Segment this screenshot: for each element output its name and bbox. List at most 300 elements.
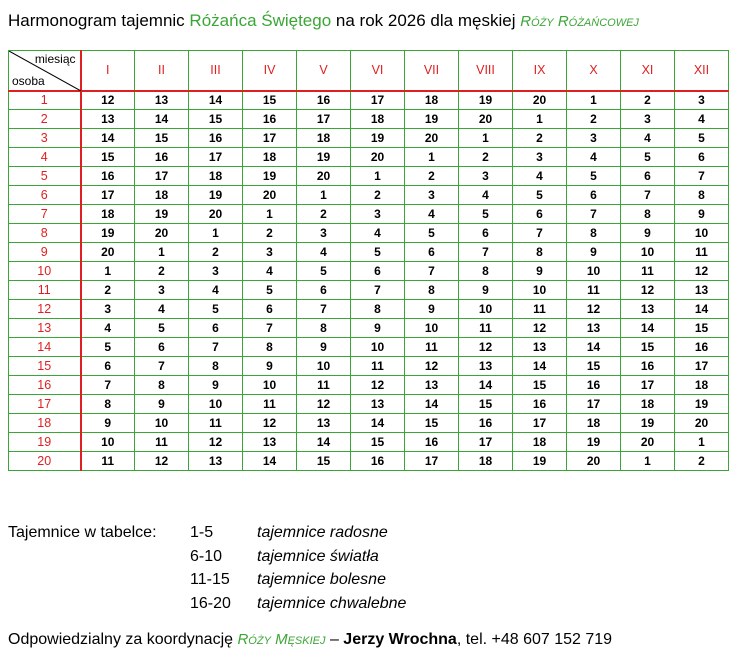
mystery-cell: 7: [81, 376, 135, 395]
mystery-cell: 12: [189, 433, 243, 452]
mystery-cell: 15: [351, 433, 405, 452]
mystery-cell: 13: [81, 110, 135, 129]
mystery-cell: 19: [189, 186, 243, 205]
mystery-cell: 4: [675, 110, 729, 129]
mystery-cell: 14: [459, 376, 513, 395]
mystery-cell: 13: [567, 319, 621, 338]
mystery-cell: 10: [405, 319, 459, 338]
mystery-cell: 14: [135, 110, 189, 129]
mystery-cell: 13: [135, 91, 189, 110]
mystery-cell: 7: [243, 319, 297, 338]
mystery-cell: 18: [81, 205, 135, 224]
table-row: [9, 300, 729, 319]
legend-range: 11-15: [190, 571, 230, 588]
mystery-cell: 17: [675, 357, 729, 376]
month-header: X: [567, 51, 621, 91]
mystery-cell: 8: [135, 376, 189, 395]
mystery-cell: 9: [405, 300, 459, 319]
mystery-cell: 6: [621, 167, 675, 186]
mystery-cell: 10: [567, 262, 621, 281]
mystery-cell: 13: [513, 338, 567, 357]
person-number: 15: [9, 357, 81, 376]
mystery-cell: 15: [81, 148, 135, 167]
month-header: I: [81, 51, 135, 91]
person-number: 13: [9, 319, 81, 338]
mystery-cell: 14: [297, 433, 351, 452]
mystery-cell: 8: [81, 395, 135, 414]
mystery-cell: 11: [243, 395, 297, 414]
mystery-cell: 7: [405, 262, 459, 281]
mystery-cell: 10: [621, 243, 675, 262]
mystery-cell: 10: [297, 357, 351, 376]
mystery-cell: 3: [459, 167, 513, 186]
mystery-cell: 8: [567, 224, 621, 243]
person-number: 7: [9, 205, 81, 224]
mystery-cell: 19: [567, 433, 621, 452]
mystery-cell: 12: [675, 262, 729, 281]
mystery-cell: 5: [189, 300, 243, 319]
mystery-cell: 3: [621, 110, 675, 129]
mystery-cell: 4: [621, 129, 675, 148]
mystery-cell: 18: [459, 452, 513, 471]
table-row: [9, 395, 729, 414]
mystery-cell: 13: [459, 357, 513, 376]
mystery-cell: 6: [135, 338, 189, 357]
mystery-cell: 8: [405, 281, 459, 300]
mystery-cell: 1: [297, 186, 351, 205]
mystery-cell: 3: [81, 300, 135, 319]
legend: [8, 521, 406, 615]
mystery-cell: 4: [513, 167, 567, 186]
mystery-cell: 1: [189, 224, 243, 243]
person-number: 16: [9, 376, 81, 395]
mystery-cell: 10: [459, 300, 513, 319]
mystery-cell: 18: [189, 167, 243, 186]
mystery-cell: 11: [351, 357, 405, 376]
mystery-cell: 9: [567, 243, 621, 262]
mystery-cell: 2: [189, 243, 243, 262]
mystery-cell: 15: [459, 395, 513, 414]
mystery-cell: 7: [189, 338, 243, 357]
table-row: [9, 357, 729, 376]
mystery-cell: 18: [567, 414, 621, 433]
mystery-cell: 19: [243, 167, 297, 186]
month-header: IX: [513, 51, 567, 91]
person-number: 3: [9, 129, 81, 148]
mystery-cell: 20: [351, 148, 405, 167]
mystery-cell: 13: [405, 376, 459, 395]
mystery-cell: 4: [567, 148, 621, 167]
person-number: 10: [9, 262, 81, 281]
mystery-cell: 15: [297, 452, 351, 471]
month-header: II: [135, 51, 189, 91]
mystery-cell: 15: [567, 357, 621, 376]
mystery-cell: 7: [567, 205, 621, 224]
mystery-cell: 16: [135, 148, 189, 167]
mystery-cell: 7: [135, 357, 189, 376]
mystery-cell: 11: [459, 319, 513, 338]
mystery-cell: 16: [621, 357, 675, 376]
mystery-cell: 20: [189, 205, 243, 224]
mystery-cell: 16: [297, 91, 351, 110]
mystery-cell: 16: [81, 167, 135, 186]
mystery-cell: 6: [675, 148, 729, 167]
mystery-cell: 3: [351, 205, 405, 224]
footer-person: Jerzy Wrochna: [343, 631, 457, 648]
legend-row: [8, 592, 406, 616]
mystery-cell: 9: [459, 281, 513, 300]
mystery-cell: 19: [459, 91, 513, 110]
person-number: 20: [9, 452, 81, 471]
mystery-cell: 11: [675, 243, 729, 262]
legend-description: tajemnice światła: [257, 547, 379, 565]
mystery-cell: 12: [297, 395, 351, 414]
legend-label: [8, 568, 190, 592]
mystery-cell: 16: [459, 414, 513, 433]
mystery-cell: 9: [135, 395, 189, 414]
person-number: 17: [9, 395, 81, 414]
mystery-cell: 3: [243, 243, 297, 262]
mystery-cell: 15: [405, 414, 459, 433]
mystery-cell: 1: [405, 148, 459, 167]
table-row: [9, 167, 729, 186]
mystery-cell: 5: [81, 338, 135, 357]
mystery-cell: 7: [675, 167, 729, 186]
table-row: [9, 129, 729, 148]
mystery-cell: 20: [459, 110, 513, 129]
mystery-cell: 13: [351, 395, 405, 414]
person-number: 11: [9, 281, 81, 300]
mystery-cell: 5: [297, 262, 351, 281]
mystery-cell: 13: [189, 452, 243, 471]
mystery-cell: 20: [81, 243, 135, 262]
mystery-cell: 5: [675, 129, 729, 148]
mystery-cell: 16: [513, 395, 567, 414]
mystery-cell: 8: [621, 205, 675, 224]
table-row: [9, 338, 729, 357]
mystery-cell: 8: [675, 186, 729, 205]
mystery-cell: 10: [243, 376, 297, 395]
mystery-cell: 16: [243, 110, 297, 129]
mystery-cell: 5: [351, 243, 405, 262]
mystery-cell: 8: [297, 319, 351, 338]
mystery-cell: 11: [567, 281, 621, 300]
mystery-cell: 2: [297, 205, 351, 224]
mystery-cell: 6: [567, 186, 621, 205]
mystery-cell: 12: [567, 300, 621, 319]
table-row: [9, 319, 729, 338]
month-header: VII: [405, 51, 459, 91]
person-number: 2: [9, 110, 81, 129]
table-row: [9, 262, 729, 281]
mystery-cell: 1: [81, 262, 135, 281]
mystery-cell: 19: [675, 395, 729, 414]
mystery-cell: 1: [243, 205, 297, 224]
mystery-cell: 14: [243, 452, 297, 471]
legend-row: [8, 521, 406, 545]
mystery-cell: 11: [621, 262, 675, 281]
footer: [8, 631, 612, 649]
mystery-cell: 16: [189, 129, 243, 148]
corner-person-label: osoba: [12, 73, 45, 88]
mystery-cell: 11: [81, 452, 135, 471]
mystery-cell: 15: [135, 129, 189, 148]
table-row: [9, 205, 729, 224]
legend-range: 1-5: [190, 524, 214, 541]
mystery-cell: 8: [351, 300, 405, 319]
month-header: III: [189, 51, 243, 91]
mystery-cell: 11: [135, 433, 189, 452]
mystery-cell: 14: [621, 319, 675, 338]
mystery-cell: 5: [513, 186, 567, 205]
mystery-cell: 2: [243, 224, 297, 243]
page-title: [8, 11, 639, 31]
mystery-cell: 5: [621, 148, 675, 167]
person-number: 14: [9, 338, 81, 357]
mystery-cell: 10: [189, 395, 243, 414]
person-number: 4: [9, 148, 81, 167]
mystery-cell: 1: [351, 167, 405, 186]
mystery-cell: 1: [567, 91, 621, 110]
month-header: XII: [675, 51, 729, 91]
mystery-cell: 7: [621, 186, 675, 205]
mystery-cell: 7: [351, 281, 405, 300]
mystery-cell: 6: [513, 205, 567, 224]
mystery-cell: 9: [621, 224, 675, 243]
mystery-cell: 9: [189, 376, 243, 395]
mystery-cell: 11: [297, 376, 351, 395]
footer-prefix: Odpowiedzialny za koordynację: [8, 631, 234, 648]
mystery-cell: 12: [243, 414, 297, 433]
mystery-cell: 4: [351, 224, 405, 243]
person-number: 18: [9, 414, 81, 433]
mystery-cell: 19: [513, 452, 567, 471]
schedule-table: [8, 50, 729, 471]
mystery-cell: 4: [459, 186, 513, 205]
person-number: 1: [9, 91, 81, 110]
mystery-cell: 6: [297, 281, 351, 300]
mystery-cell: 10: [351, 338, 405, 357]
table-row: [9, 433, 729, 452]
mystery-cell: 1: [675, 433, 729, 452]
mystery-cell: 2: [621, 91, 675, 110]
mystery-cell: 9: [513, 262, 567, 281]
mystery-cell: 13: [297, 414, 351, 433]
mystery-cell: 15: [513, 376, 567, 395]
mystery-cell: 10: [675, 224, 729, 243]
mystery-cell: 9: [675, 205, 729, 224]
mystery-cell: 14: [189, 91, 243, 110]
mystery-cell: 17: [621, 376, 675, 395]
mystery-cell: 3: [675, 91, 729, 110]
mystery-cell: 5: [135, 319, 189, 338]
mystery-cell: 6: [459, 224, 513, 243]
legend-description: tajemnice radosne: [257, 524, 388, 541]
mystery-cell: 2: [405, 167, 459, 186]
mystery-cell: 14: [81, 129, 135, 148]
person-number: 6: [9, 186, 81, 205]
mystery-cell: 13: [243, 433, 297, 452]
mystery-cell: 6: [189, 319, 243, 338]
mystery-cell: 17: [405, 452, 459, 471]
month-header: V: [297, 51, 351, 91]
mystery-cell: 13: [621, 300, 675, 319]
mystery-cell: 17: [81, 186, 135, 205]
title-middle: na rok 2026 dla męskiej: [335, 11, 516, 30]
table-row: [9, 414, 729, 433]
month-header: XI: [621, 51, 675, 91]
mystery-cell: 20: [621, 433, 675, 452]
mystery-cell: 12: [459, 338, 513, 357]
mystery-cell: 20: [675, 414, 729, 433]
mystery-cell: 2: [81, 281, 135, 300]
mystery-cell: 14: [567, 338, 621, 357]
mystery-cell: 4: [297, 243, 351, 262]
mystery-cell: 9: [297, 338, 351, 357]
legend-row: [8, 545, 406, 569]
person-number: 5: [9, 167, 81, 186]
mystery-cell: 20: [135, 224, 189, 243]
mystery-cell: 15: [243, 91, 297, 110]
mystery-cell: 5: [405, 224, 459, 243]
mystery-cell: 2: [567, 110, 621, 129]
mystery-cell: 7: [297, 300, 351, 319]
mystery-cell: 18: [513, 433, 567, 452]
mystery-cell: 1: [621, 452, 675, 471]
legend-label: [8, 592, 190, 616]
mystery-cell: 18: [135, 186, 189, 205]
mystery-cell: 3: [513, 148, 567, 167]
table-row: [9, 243, 729, 262]
mystery-cell: 19: [135, 205, 189, 224]
mystery-cell: 8: [189, 357, 243, 376]
mystery-cell: 4: [405, 205, 459, 224]
mystery-cell: 11: [189, 414, 243, 433]
mystery-cell: 18: [351, 110, 405, 129]
mystery-cell: 7: [513, 224, 567, 243]
table-row: [9, 452, 729, 471]
table-row: [9, 110, 729, 129]
title-rose-name: Róży Różańcowej: [520, 13, 639, 30]
mystery-cell: 17: [567, 395, 621, 414]
footer-rose-name: Róży Męskiej: [237, 631, 326, 648]
mystery-cell: 4: [81, 319, 135, 338]
mystery-cell: 14: [675, 300, 729, 319]
mystery-cell: 16: [567, 376, 621, 395]
mystery-cell: 3: [189, 262, 243, 281]
mystery-cell: 3: [405, 186, 459, 205]
mystery-cell: 9: [351, 319, 405, 338]
mystery-cell: 8: [513, 243, 567, 262]
month-header: VI: [351, 51, 405, 91]
title-rosary-name: Różańca Świętego: [189, 11, 332, 30]
mystery-cell: 14: [513, 357, 567, 376]
mystery-cell: 9: [243, 357, 297, 376]
corner-cell: [9, 51, 81, 91]
mystery-cell: 17: [297, 110, 351, 129]
legend-description: tajemnice bolesne: [257, 571, 386, 588]
mystery-cell: 1: [459, 129, 513, 148]
header-row: [9, 51, 729, 91]
table-row: [9, 186, 729, 205]
mystery-cell: 19: [351, 129, 405, 148]
mystery-cell: 3: [297, 224, 351, 243]
mystery-cell: 19: [297, 148, 351, 167]
mystery-cell: 7: [459, 243, 513, 262]
mystery-cell: 17: [135, 167, 189, 186]
mystery-cell: 18: [243, 148, 297, 167]
mystery-cell: 12: [513, 319, 567, 338]
mystery-cell: 3: [567, 129, 621, 148]
footer-suffix: , tel. +48 607 152 719: [456, 631, 613, 648]
mystery-cell: 11: [513, 300, 567, 319]
legend-range: 6-10: [190, 547, 223, 565]
legend-row: [8, 568, 406, 592]
mystery-cell: 17: [351, 91, 405, 110]
mystery-cell: 4: [243, 262, 297, 281]
mystery-cell: 10: [513, 281, 567, 300]
mystery-cell: 5: [567, 167, 621, 186]
month-header: VIII: [459, 51, 513, 91]
corner-month-label: miesiąc: [34, 52, 76, 66]
mystery-cell: 5: [243, 281, 297, 300]
legend-label: [8, 545, 190, 569]
mystery-cell: 2: [351, 186, 405, 205]
mystery-cell: 12: [135, 452, 189, 471]
table-row: [9, 281, 729, 300]
mystery-cell: 11: [405, 338, 459, 357]
mystery-cell: 20: [567, 452, 621, 471]
mystery-cell: 16: [675, 338, 729, 357]
mystery-cell: 2: [513, 129, 567, 148]
mystery-cell: 12: [351, 376, 405, 395]
mystery-cell: 6: [81, 357, 135, 376]
mystery-cell: 17: [189, 148, 243, 167]
person-number: 8: [9, 224, 81, 243]
table-row: [9, 148, 729, 167]
mystery-cell: 18: [405, 91, 459, 110]
table-body: [9, 91, 729, 471]
mystery-cell: 6: [243, 300, 297, 319]
mystery-cell: 2: [135, 262, 189, 281]
mystery-cell: 10: [135, 414, 189, 433]
mystery-cell: 12: [621, 281, 675, 300]
mystery-cell: 18: [675, 376, 729, 395]
mystery-cell: 13: [675, 281, 729, 300]
mystery-cell: 12: [81, 91, 135, 110]
mystery-cell: 17: [513, 414, 567, 433]
person-number: 9: [9, 243, 81, 262]
mystery-cell: 6: [351, 262, 405, 281]
mystery-cell: 16: [405, 433, 459, 452]
person-number: 12: [9, 300, 81, 319]
mystery-cell: 17: [243, 129, 297, 148]
person-number: 19: [9, 433, 81, 452]
mystery-cell: 6: [405, 243, 459, 262]
mystery-cell: 1: [135, 243, 189, 262]
title-prefix: Harmonogram tajemnic: [8, 11, 185, 30]
legend-range: 16-20: [190, 594, 231, 612]
table-row: [9, 224, 729, 243]
mystery-cell: 18: [621, 395, 675, 414]
mystery-cell: 19: [405, 110, 459, 129]
mystery-cell: 20: [405, 129, 459, 148]
mystery-cell: 18: [297, 129, 351, 148]
footer-dash: –: [329, 631, 339, 648]
table-row: [9, 376, 729, 395]
mystery-cell: 1: [513, 110, 567, 129]
mystery-cell: 14: [405, 395, 459, 414]
